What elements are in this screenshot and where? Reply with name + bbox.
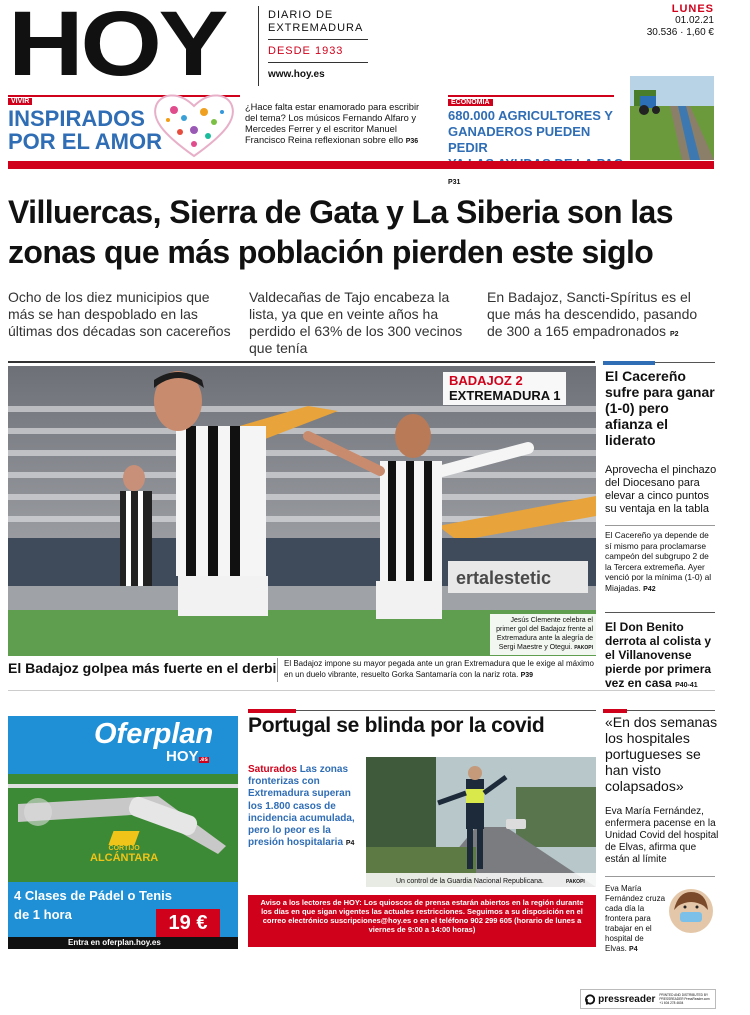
portugal-page: P4 [345, 840, 355, 848]
portugal-headline[interactable]: Portugal se blinda por la covid [248, 714, 545, 737]
masthead-subtitle-2: EXTREMADURA [268, 22, 364, 34]
lead-headline[interactable] [8, 192, 723, 272]
sidebar-story1-page: P42 [643, 585, 656, 593]
ad-offer [14, 886, 172, 924]
football-deck: El Badajoz impone su mayor pegada ante un gran Extremadura que le exige al máximo en un duelo vibrante, resuelto Gorka Santamaría con la nariz rota. P39 [284, 659, 594, 679]
score-home: BADAJOZ 2 [449, 373, 523, 388]
portugal-photo [366, 757, 596, 887]
sidebar-story1-headline[interactable]: El Cacereño sufre para ganar (1-0) pero afianza el liderato [605, 368, 715, 448]
sidebar-story2-page: P40-41 [675, 682, 698, 689]
football-deck-page: P39 [520, 672, 534, 679]
lead-headline-2: zonas que más población pierden este siglo [8, 234, 654, 270]
teaser-left-tag: VIVIR [8, 98, 32, 105]
lead-col-3-page: P2 [669, 331, 679, 338]
score-away: EXTREMADURA 1 [449, 388, 561, 403]
teaser-right-title-1: 680.000 AGRICULTORES Y [448, 108, 613, 123]
oferplan-ad[interactable] [8, 716, 238, 949]
masthead-issue: 30.536 · 1,60 € [646, 27, 714, 38]
portugal-kicker: Saturados [248, 764, 297, 775]
ad-sponsor-line1: CORTIJO [108, 845, 140, 852]
football-photo [8, 366, 596, 656]
ad-offer-line1: 4 Clases de Pádel o Tenis [14, 888, 172, 903]
quote-mini: Eva María Fernández cruza cada día la frontera para trabajar en el hospital de Elvas. P4 [605, 884, 666, 953]
ad-price: 19 € [156, 909, 220, 937]
pressreader-label: pressreader [598, 993, 656, 1005]
photo-caption-credit: PAKOPI [574, 645, 593, 651]
reader-notice: Aviso a los lectores de HOY: Los quioscos de prensa estarán abiertos en la región durante los días en que sigan vigentes las actuales restricciones. Seguimos a su disposición en el correo electrónico suscripciones@hoy.es o en el teléfono 902 299 605 (horario de lunes a viernes de 9:00 a 14:00 horas) [248, 895, 596, 947]
teaser-left-text: ¿Hace falta estar enamorado para escribir del tema? Los músicos Fernando Alfaro y Mercedes Ferrer y el escritor Manuel Francisco Reina reflexionan sobre ello P36 [245, 102, 420, 145]
ad-brand-sub-suffix: .es [199, 757, 208, 763]
teaser-right-tag: ECONOMÍA [448, 99, 493, 106]
pressreader-badge[interactable] [580, 989, 716, 1009]
heart-illustration [150, 88, 238, 160]
masthead-since: DESDE 1933 [268, 45, 344, 57]
ad-sponsor-logo [90, 831, 158, 864]
teaser-left-title-1[interactable]: INSPIRADOS [8, 106, 145, 131]
shirt-sponsor-board: ertalestetic [456, 568, 552, 588]
ad-racket-photo [8, 774, 238, 882]
teaser-left-title-2[interactable]: POR EL AMOR [8, 129, 163, 154]
lead-col-2: Valdecañas de Tajo encabeza la lista, ya que en veinte años ha perdido el 63% de los 300 vecinos que tenía [249, 289, 463, 356]
teaser-left-page: P36 [405, 138, 419, 145]
score-box [443, 372, 566, 405]
teaser-right-page: P31 [448, 179, 461, 186]
quote-mini-page: P4 [629, 946, 638, 953]
ad-brand: Oferplan [94, 718, 214, 750]
portugal-text: Saturados Las zonas fronterizas con Extremadura superan los 1.800 casos de incidencia acumulada, pero lo peor es la presión hospitalaria P4 [248, 764, 355, 849]
portrait-avatar [668, 888, 714, 934]
sidebar-story1-body: El Cacereño ya depende de sí mismo para proclamarse campeón del subgrupo 2 de la Tercera extremeña. Ayer venció por la mínima (1-0) al Miajadas. P42 [605, 530, 712, 593]
masthead-day: LUNES [671, 3, 714, 15]
football-headline[interactable]: El Badajoz golpea más fuerte en el derbi [8, 660, 277, 676]
quote-text[interactable]: «En dos semanas los hospitales portugueses se han visto colapsados» [605, 714, 718, 794]
sidebar-story2-headline[interactable]: El Don Benito derrota al colista y el Villanovense pierde por primera vez en casa P40-41 [605, 620, 712, 690]
portugal-photo-credit: PAKOPI [566, 879, 585, 885]
logo: HOY [8, 0, 226, 95]
teaser-right-title-2: GANADEROS PUEDEN PEDIR [448, 124, 591, 155]
lead-col-1: Ocho de los diez municipios que más se han despoblado en las últimas dos décadas son cacereños [8, 289, 231, 339]
masthead-date: 01.02.21 [675, 15, 714, 26]
pressreader-small: PRINTED AND DISTRIBUTED BY PRESSREADER PressReader.com +1 604 278 4604 [659, 993, 710, 1005]
ad-brand-sub: HOY.es [166, 748, 208, 765]
masthead-divider [258, 6, 259, 86]
portugal-photo-caption: Un control de la Guardia Nacional Republicana. [396, 878, 544, 885]
ad-sponsor-line2: ALCÁNTARA [90, 852, 159, 864]
lead-headline-1: Villuercas, Sierra de Gata y La Siberia son las [8, 194, 673, 230]
ad-cta[interactable]: Entra en oferplan.hoy.es [68, 938, 161, 947]
photo-caption: Jesús Clemente celebra el primer gol del Badajoz frente al Extremadura ante la alegría de Sergi Maestre y Otegui. PAKOPI [490, 614, 596, 655]
farm-photo [630, 76, 714, 160]
lead-col-3: En Badajoz, Sancti-Spíritus es el que más ha descendido, pasando de 300 a 165 empadronados P2 [487, 289, 698, 339]
quote-attribution: Eva María Fernández, enfermera pacense en la Unidad Covid del hospital de Elvas, afirma que están al límite [605, 806, 719, 865]
masthead-website[interactable]: www.hoy.es [268, 69, 325, 80]
masthead-subtitle-1: DIARIO DE [268, 9, 334, 21]
pressreader-icon [585, 994, 595, 1005]
teaser-right-title[interactable] [448, 108, 628, 188]
sidebar-story1-deck: Aprovecha el pinchazo del Diocesano para elevar a cinco puntos su ventaja en la tabla [605, 464, 717, 515]
ad-offer-line2: de 1 hora [14, 907, 72, 922]
